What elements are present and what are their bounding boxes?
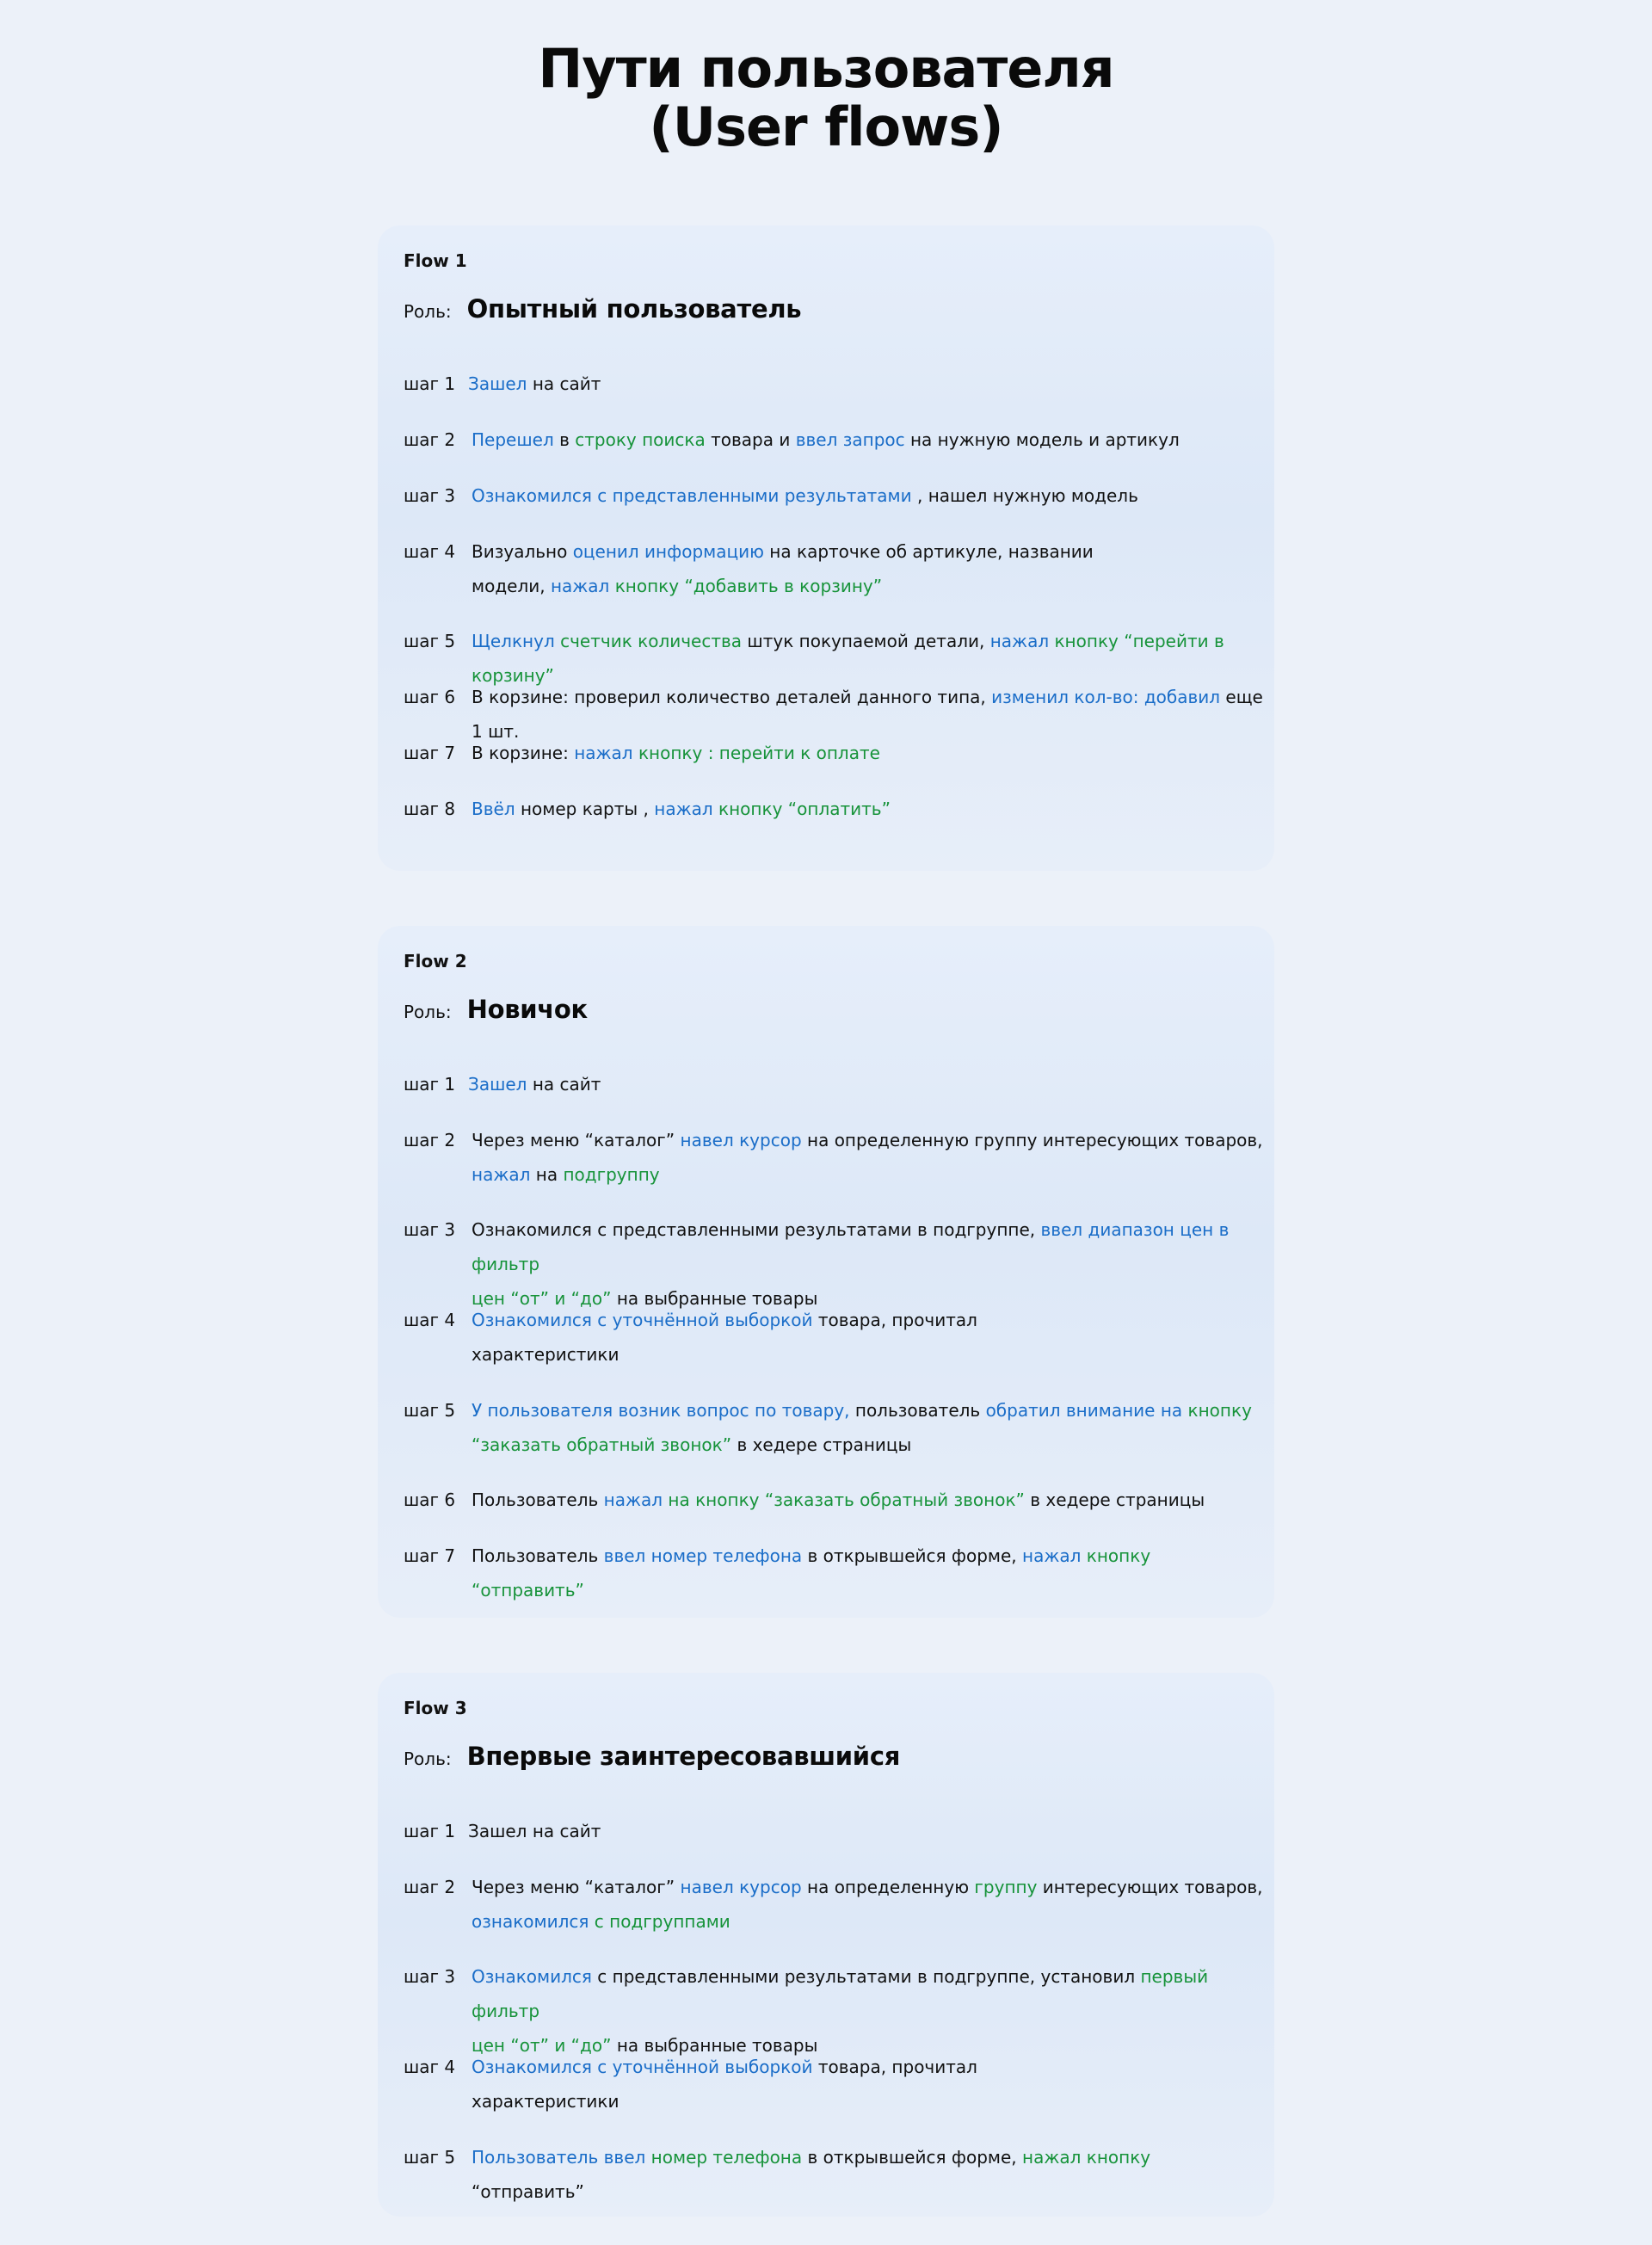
element-text: кнопку “перейти в корзину” (472, 631, 1224, 686)
step-row (404, 1212, 1264, 1316)
step-text (472, 2050, 1264, 2119)
step-label: шаг 2 (404, 1130, 456, 1150)
plain-text: модели, (472, 576, 551, 596)
step-text (472, 1303, 1264, 1372)
step-row (404, 1539, 1264, 1607)
step-text (472, 792, 1264, 826)
step-text (472, 2140, 1264, 2209)
step-text-line (472, 1157, 1264, 1192)
step-text (472, 1870, 1264, 1939)
plain-text: на определенную (801, 1877, 975, 1897)
element-text: кнопку “добавить в корзину” (614, 576, 883, 596)
step-row (404, 1067, 1264, 1101)
plain-text: в (553, 429, 576, 450)
step-text-line (472, 1539, 1264, 1607)
flow-label: Flow 2 (404, 951, 467, 971)
element-text: номер телефона (645, 2147, 803, 2168)
action-text: ознакомился (472, 1911, 589, 1932)
action-text: навел курсор (680, 1877, 802, 1897)
step-label: шаг 6 (404, 1489, 456, 1510)
action-text: нажал (472, 1164, 531, 1185)
page-title (0, 37, 1652, 158)
step-text-line (468, 367, 1264, 401)
plain-text: номер карты , (515, 799, 655, 819)
element-text: “заказать обратный звонок” (472, 1434, 732, 1455)
element-text: цен “от” и “до” (472, 1288, 612, 1309)
action-text: навел курсор (680, 1130, 802, 1150)
step-label: шаг 1 (404, 1821, 456, 1841)
element-text: на кнопку “заказать обратный звонок” (663, 1489, 1025, 1510)
role-label: Роль: (404, 301, 452, 322)
step-text-line (472, 1428, 1264, 1462)
page-title-line-2: (User flows) (649, 96, 1003, 158)
flow-card-2 (378, 926, 1274, 1618)
action-text: Ознакомился с уточнённой выборкой (472, 1310, 813, 1330)
element-text: кнопку “отправить” (472, 1545, 1151, 1600)
step-row (404, 1814, 1264, 1848)
element-text: счетчик количества (554, 631, 743, 651)
action-text: Пользователь ввел (472, 2147, 646, 2168)
role-row (404, 1742, 900, 1771)
step-text-line (472, 478, 1264, 513)
action-text: Зашел (468, 1074, 527, 1095)
role-label: Роль: (404, 1002, 452, 1022)
role-value: Опытный пользователь (466, 294, 802, 324)
step-row (404, 1483, 1264, 1517)
step-text-line (472, 2084, 1264, 2119)
action-text: обратил внимание на (985, 1400, 1183, 1421)
step-row (404, 422, 1264, 457)
action-text: нажал (550, 576, 610, 596)
plain-text: на карточке об артикуле, названии (763, 541, 1094, 562)
action-text: Ознакомился (472, 1966, 592, 1987)
step-text (468, 367, 1264, 401)
plain-text: пользователь (849, 1400, 986, 1421)
action-text: нажал (1022, 1545, 1082, 1566)
step-text-line (472, 1393, 1264, 1428)
element-text: нажал кнопку (1022, 2147, 1151, 2168)
element-text: строку поиска (575, 429, 706, 450)
plain-text: штук покупаемой детали, (742, 631, 990, 651)
plain-text: “отправить” (472, 2181, 584, 2202)
step-text-line (472, 736, 1264, 770)
step-text (472, 1959, 1264, 2063)
action-text: Зашел (468, 373, 527, 394)
step-row (404, 736, 1264, 770)
step-text (472, 736, 1264, 770)
step-row (404, 1870, 1264, 1939)
plain-text: интересующих товаров, (1037, 1877, 1263, 1897)
step-label: шаг 4 (404, 2057, 456, 2077)
step-text-line (472, 1483, 1264, 1517)
action-text: нажал (654, 799, 713, 819)
step-text-line (472, 1337, 1264, 1372)
step-text-line (472, 534, 1264, 569)
action-text: Ознакомился с представленными результатами (472, 485, 912, 506)
plain-text: Пользователь (472, 1545, 604, 1566)
step-label: шаг 7 (404, 1545, 456, 1566)
step-row (404, 2050, 1264, 2119)
element-text: первый фильтр (472, 1966, 1209, 2021)
plain-text: характеристики (472, 1344, 620, 1365)
role-row (404, 294, 801, 324)
plain-text: на определенную группу интересующих товаров, (801, 1130, 1263, 1150)
step-text (472, 1393, 1264, 1462)
step-label: шаг 7 (404, 743, 456, 763)
step-text (468, 1814, 1264, 1848)
plain-text: Ознакомился с представленными результатами в подгруппе, (472, 1219, 1041, 1240)
step-label: шаг 8 (404, 799, 456, 819)
step-label: шаг 3 (404, 1966, 456, 1987)
step-text-line (472, 1212, 1264, 1281)
plain-text: , нашел нужную модель (911, 485, 1138, 506)
plain-text: в хедере страницы (731, 1434, 912, 1455)
step-text-line (472, 2140, 1264, 2209)
page-title-line-1: Пути пользователя (538, 37, 1114, 100)
element-text: цен “от” и “до” (472, 2035, 612, 2056)
step-row (404, 367, 1264, 401)
element-text: кнопку “оплатить” (712, 799, 891, 819)
step-text-line (468, 1067, 1264, 1101)
step-label: шаг 6 (404, 687, 456, 707)
step-text-line (468, 1814, 1264, 1848)
step-label: шаг 2 (404, 429, 456, 450)
step-text (472, 1539, 1264, 1607)
step-text-line (472, 1870, 1264, 1904)
step-label: шаг 5 (404, 2147, 456, 2168)
step-text-line (472, 1123, 1264, 1157)
step-text-line (472, 1904, 1264, 1939)
action-text: ввел номер телефона (603, 1545, 803, 1566)
step-row (404, 534, 1264, 603)
action-text: ввел запрос (795, 429, 905, 450)
step-label: шаг 4 (404, 541, 456, 562)
step-text (472, 422, 1264, 457)
plain-text: еще 1 шт. (472, 687, 1263, 742)
step-text (472, 1123, 1264, 1192)
step-text-line (472, 792, 1264, 826)
step-row (404, 1393, 1264, 1462)
action-text: Перешел (472, 429, 554, 450)
plain-text: В корзине: проверил количество деталей данного типа, (472, 687, 992, 707)
role-row (404, 995, 588, 1024)
action-text: У пользователя возник вопрос по товару, (472, 1400, 850, 1421)
step-row (404, 2140, 1264, 2209)
step-row (404, 1959, 1264, 2063)
plain-text: В корзине: (472, 743, 575, 763)
plain-text: с представленными результатами в подгруппе, установил (591, 1966, 1141, 1987)
element-text: группу (974, 1877, 1038, 1897)
plain-text: товара и (705, 429, 796, 450)
plain-text: на сайт (527, 1074, 601, 1095)
plain-text: на выбранные товары (611, 2035, 818, 2056)
flow-label: Flow 3 (404, 1698, 467, 1718)
plain-text: Через меню “каталог” (472, 1877, 681, 1897)
action-text: нажал (574, 743, 633, 763)
plain-text: Зашел на сайт (468, 1821, 601, 1841)
step-text-line (472, 422, 1264, 457)
step-row (404, 1303, 1264, 1372)
plain-text: в хедере страницы (1024, 1489, 1205, 1510)
flow-card-3 (378, 1673, 1274, 2217)
action-text: изменил кол-во: добавил (991, 687, 1221, 707)
step-text-line (472, 569, 1264, 603)
plain-text: Визуально (472, 541, 573, 562)
action-text: нажал (603, 1489, 663, 1510)
plain-text: характеристики (472, 2091, 620, 2112)
plain-text: Через меню “каталог” (472, 1130, 681, 1150)
step-label: шаг 2 (404, 1877, 456, 1897)
plain-text: Пользователь (472, 1489, 604, 1510)
action-text: Щелкнул (472, 631, 555, 651)
flow-card-1 (378, 225, 1274, 871)
step-row (404, 478, 1264, 513)
action-text: ввел диапазон цен в (1040, 1219, 1230, 1240)
role-value: Впервые заинтересовавшийся (466, 1742, 901, 1771)
element-text: подгруппу (563, 1164, 660, 1185)
element-text: кнопку (1182, 1400, 1252, 1421)
step-text (472, 534, 1264, 603)
element-text: с подгруппами (589, 1911, 730, 1932)
action-text: нажал (989, 631, 1050, 651)
step-label: шаг 1 (404, 373, 456, 394)
plain-text: товара, прочитал (812, 2057, 977, 2077)
step-text-line (472, 1303, 1264, 1337)
action-text: Ввёл (472, 799, 515, 819)
role-label: Роль: (404, 1749, 452, 1769)
element-text: фильтр (472, 1254, 540, 1274)
step-text (472, 1212, 1264, 1316)
role-value: Новичок (466, 995, 588, 1024)
plain-text: в открывшейся форме, (802, 1545, 1023, 1566)
step-row (404, 1123, 1264, 1192)
action-text: оценил информацию (572, 541, 764, 562)
action-text: Ознакомился с уточнённой выборкой (472, 2057, 813, 2077)
step-text-line (472, 1959, 1264, 2028)
step-text (472, 478, 1264, 513)
plain-text: в открывшейся форме, (802, 2147, 1023, 2168)
step-label: шаг 1 (404, 1074, 456, 1095)
step-label: шаг 5 (404, 631, 456, 651)
flow-label: Flow 1 (404, 250, 467, 271)
plain-text: товара, прочитал (812, 1310, 977, 1330)
step-label: шаг 3 (404, 1219, 456, 1240)
step-text (472, 1483, 1264, 1517)
plain-text: на (530, 1164, 564, 1185)
step-label: шаг 3 (404, 485, 456, 506)
step-text (468, 1067, 1264, 1101)
plain-text: на выбранные товары (611, 1288, 818, 1309)
step-label: шаг 4 (404, 1310, 456, 1330)
element-text: кнопку : перейти к оплате (632, 743, 880, 763)
step-row (404, 792, 1264, 826)
step-label: шаг 5 (404, 1400, 456, 1421)
plain-text: на сайт (527, 373, 601, 394)
step-text-line (472, 2050, 1264, 2084)
plain-text: на нужную модель и артикул (904, 429, 1180, 450)
